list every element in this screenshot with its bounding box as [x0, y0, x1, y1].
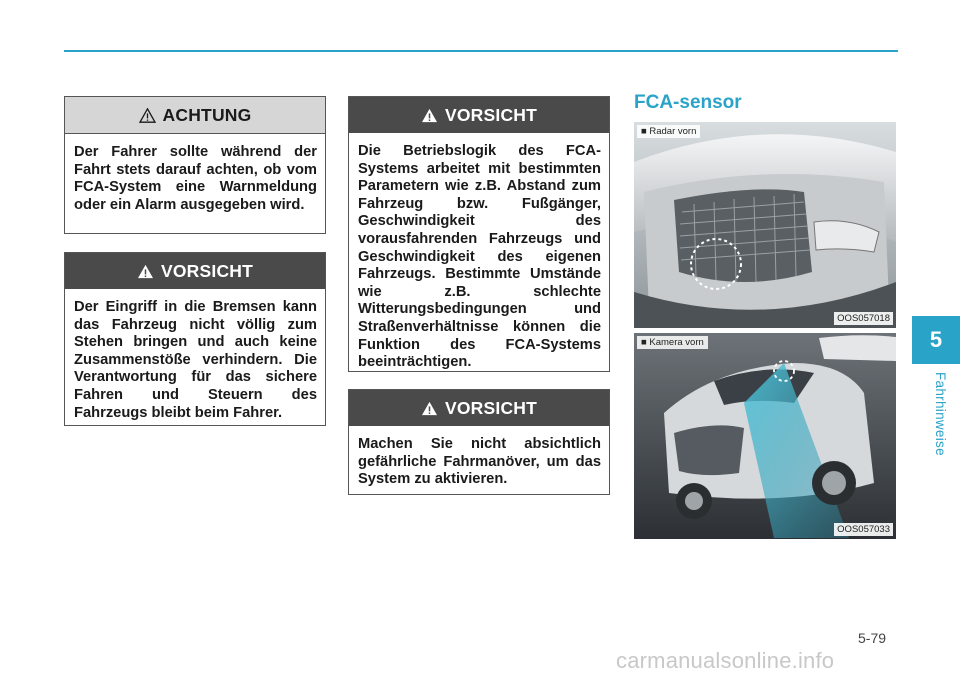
achtung-box	[64, 96, 326, 234]
radar-figure-code: OOS057018	[834, 312, 893, 325]
vorsicht-box-brakes	[64, 252, 326, 426]
chapter-title: Fahrhinweise	[933, 372, 948, 456]
vorsicht-title: VORSICHT	[444, 104, 538, 125]
vorsicht-header	[349, 390, 609, 426]
radar-figure-label: ■ Radar vorn	[637, 125, 700, 138]
radar-car-illustration	[634, 122, 896, 328]
achtung-header	[65, 97, 325, 134]
vorsicht-box-maneuvers	[348, 389, 610, 495]
vorsicht-box-logic	[348, 96, 610, 372]
warning-icon	[421, 401, 438, 416]
vorsicht-header	[349, 97, 609, 133]
achtung-title: ACHTUNG	[162, 104, 252, 125]
vorsicht-header	[65, 253, 325, 289]
top-rule	[64, 50, 898, 52]
warning-icon	[137, 264, 154, 279]
camera-car-illustration	[634, 333, 896, 539]
chapter-number-tab: 5	[912, 316, 960, 364]
camera-figure	[634, 333, 896, 539]
achtung-text: Der Fahrer sollte während der Fahrt stets darauf achten, ob vom FCA-System eine Warnmeldung oder ein Alarm ausgegeben wird.	[74, 144, 317, 213]
page-number: 5-79	[858, 630, 887, 646]
vorsicht-maneuvers-text: Machen Sie nicht absichtlich gefährliche Fahrmanöver, um das System zu aktivieren.	[358, 436, 601, 488]
fca-section-title: FCA-sensor	[634, 92, 742, 113]
warning-outline-icon	[139, 108, 156, 123]
vorsicht-title: VORSICHT	[160, 260, 254, 281]
vorsicht-logic-text: Die Betriebslogik des FCA-Systems arbeitet mit bestimmten Parametern wie z.B. Abstand zum Fahrzeug bzw. Fußgänger, Geschwindigkeit des vorausfahrenden Fahrzeugs und Geschwindigkeit des eigenen Fahrzeugs. Bestimmte Umstände wie z.B. schlechte Witterungsbedingungen und Straßenverhältnisse können die Funktion des FCA-Systems beeinträchtigen.	[358, 143, 601, 371]
camera-figure-code: OOS057033	[834, 523, 893, 536]
vorsicht-title: VORSICHT	[444, 397, 538, 418]
warning-icon	[421, 108, 438, 123]
camera-figure-label: ■ Kamera vorn	[637, 336, 708, 349]
vorsicht-brakes-text: Der Eingriff in die Bremsen kann das Fahrzeug nicht völlig zum Stehen bringen und auch keine Zusammenstöße verhindern. Die Verantwortung für das sichere Fahren und Steuern des Fahrzeugs bleibt beim Fahrer.	[74, 299, 317, 421]
watermark-text: carmanualsonline.info	[616, 648, 835, 673]
radar-figure	[634, 122, 896, 328]
